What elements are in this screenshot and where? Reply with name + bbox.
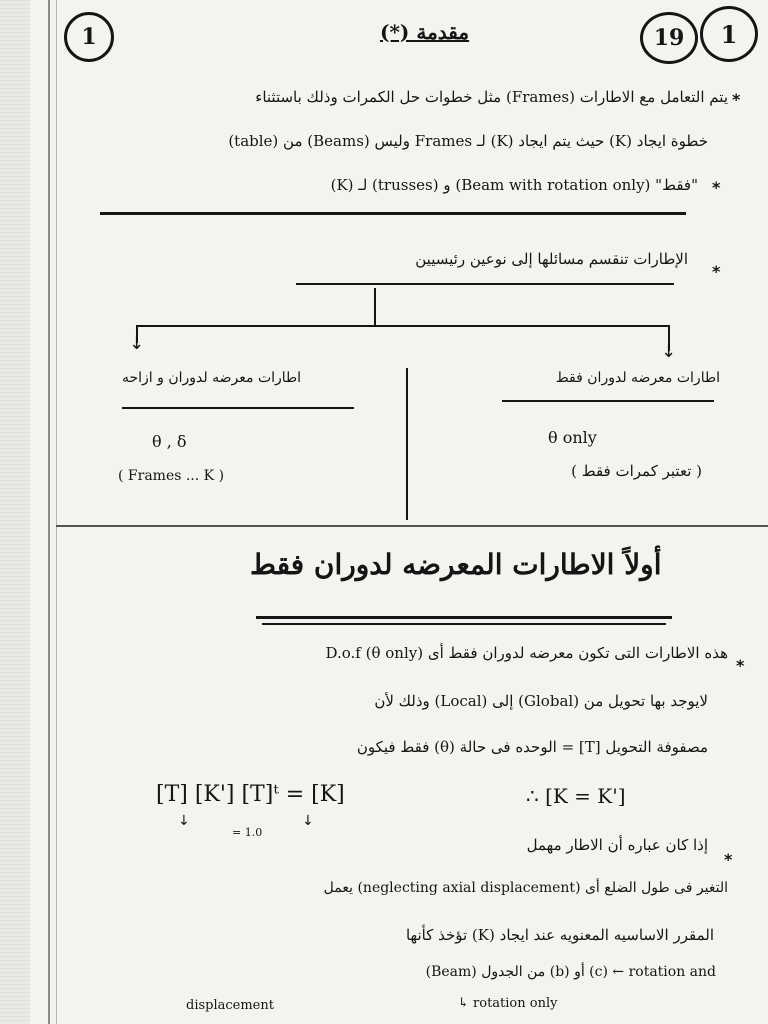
left-branch-note-1: θ , δ [152, 432, 187, 451]
divider-thick [100, 212, 686, 215]
heading-underline-2 [262, 623, 666, 625]
scan-edge [0, 0, 30, 1024]
division-statement: الإطارات تنقسم مسائلها إلى نوعين رئيسيين [415, 250, 688, 268]
identity-note: = 1.0 [232, 826, 263, 839]
intro-line-2: خطوة ايجاد (K) حيث يتم ايجاد (K) لـ Frames وليس (Beams) من (table) [228, 132, 708, 150]
bullet-star: * [736, 656, 745, 675]
margin-line [48, 0, 50, 1024]
arrow-down-icon: ↓ [178, 813, 190, 829]
left-circle-number: 1 [64, 12, 114, 62]
heading-underline [256, 616, 672, 619]
bullet-star: * [732, 90, 741, 109]
arrow-down-icon: ↓ [661, 341, 677, 362]
statement-underline [296, 283, 674, 285]
equation-transform: [T] [K'] [T]ᵗ = [K] [156, 782, 345, 807]
body-line-3: مصفوفة التحويل [T] = الوحده فى حالة (θ) فقط فيكون [356, 738, 708, 756]
left-branch-title: اطارات معرضه لدوران و ازاحه [122, 370, 302, 386]
left-branch-underline [122, 407, 354, 409]
margin-line-inner [56, 0, 57, 1024]
body-line-7: (Beam) من الجدول (b) أو (c) ← rotation and [425, 964, 716, 980]
tree-stem [374, 288, 376, 326]
equation-result: ∴ [K = K'] [526, 784, 626, 808]
body-line-5: التغير فى طول الضلع أى (neglecting axial displacement) يعمل [323, 880, 728, 896]
right-branch-underline [502, 400, 714, 402]
branch-divider [406, 368, 408, 520]
arrow-down-icon: ↓ [302, 813, 314, 829]
right-circle-number: 1 [700, 6, 758, 62]
bullet-star: * [712, 178, 721, 197]
tree-bar [136, 325, 670, 327]
right-branch-title: اطارات معرضه لدوران فقط [555, 370, 720, 386]
arrow-down-icon: ↓ [129, 333, 145, 354]
right-branch-note-1: θ only [548, 428, 597, 447]
section-divider [56, 525, 768, 527]
page-title: مقدمة (*) [380, 20, 470, 44]
bullet-star: * [712, 262, 721, 281]
right-branch-note-2: ( تعتبر كمرات فقط ) [571, 462, 702, 480]
intro-line-1: يتم التعامل مع الاطارات (Frames) مثل خطوات حل الكمرات وذلك باستثناء [255, 88, 728, 106]
left-branch-note-2: ( Frames ... K ) [118, 468, 225, 484]
body-line-1: هذه الاطارات التى تكون معرضه لدوران فقط أى D.o.f (θ only) [325, 644, 728, 662]
body-line-8-left: displacement [186, 998, 274, 1013]
body-line-6: المقرر الاساسيه المعنويه عند ايجاد (K) تؤخذ كأنها [405, 926, 714, 944]
body-line-4: إذا كان عباره أن الاطار مهمل [526, 836, 708, 854]
body-line-2: لايوجد بها تحويل من (Global) إلى (Local) وذلك لأن [374, 692, 708, 710]
body-line-8-right: ↳ rotation only [458, 996, 558, 1011]
page-number-circle: 19 [640, 12, 698, 64]
section-heading: أولاً الاطارات المعرضه لدوران فقط [250, 548, 662, 581]
bullet-star: * [724, 850, 733, 869]
intro-line-3: (K) لـ (trusses) و (Beam with rotation only) "فقط" [330, 176, 698, 194]
